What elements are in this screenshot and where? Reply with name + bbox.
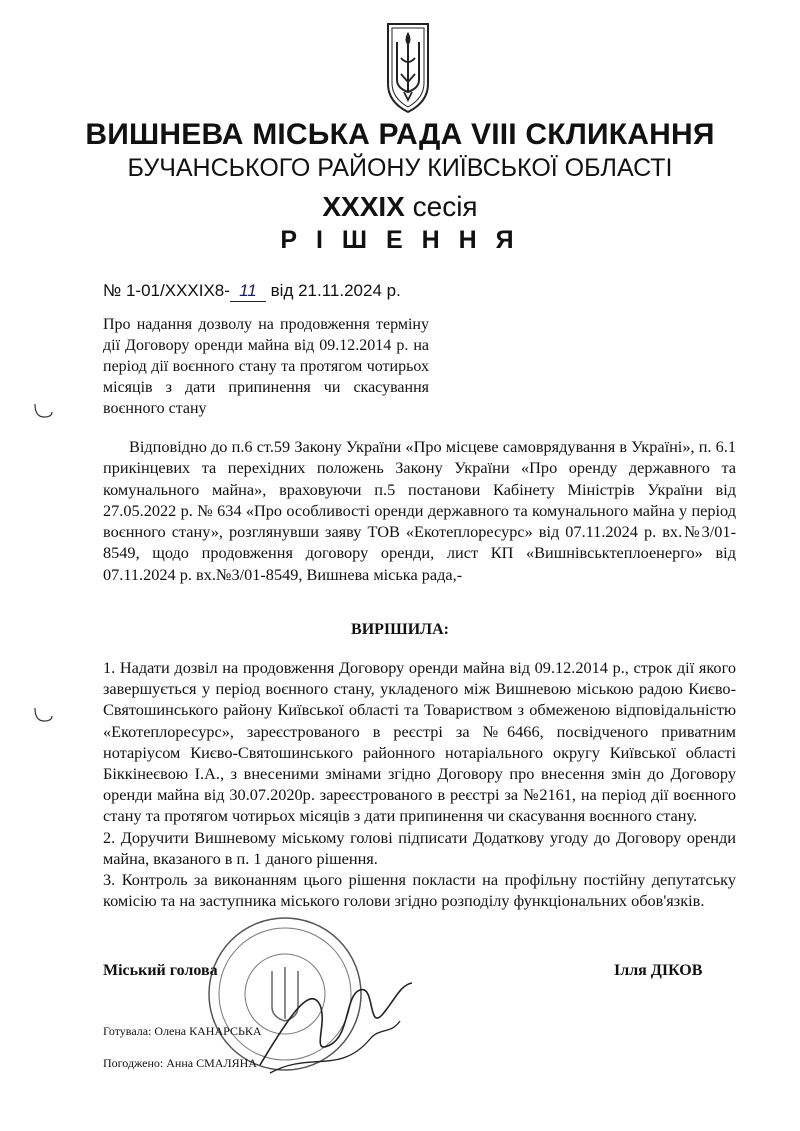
- decision-item: 1. Надати дозвіл на продовження Договору оренди майна від 09.12.2014 р., строк дії якого завершується у період воєнного стану, укладеного між Вишневою міською радою Києво-Святошинського району Київської області та Товариством з обмеженою відповідальністю «Екотеплоресурс», зареєстрованого в реєстрі за №6466, посвідченого приватним нотаріусом Києво-Святошинського районного нотаріального округу Київської області Біккінеєвою І.А., з внесеними змінами згідно Договору про внесення змін до Договору оренди майна від 30.07.2020р. зареєстрованого в реєстрі за №2161, на період дії воєнного стану та протягом чотирьох місяців з дати припинення чи скасування воєнного стану.: [103, 658, 736, 826]
- prepared-by: Готувала: Олена КАНАРСЬКА: [103, 1024, 262, 1038]
- agreed-by: Погоджено: Анна СМАЛЯНА: [103, 1056, 257, 1070]
- document-type: Р І Ш Е Н Н Я: [280, 226, 520, 254]
- session-number: XXXIX: [322, 191, 405, 222]
- punch-hole-icon: [32, 398, 54, 420]
- trident-emblem-icon: [384, 22, 432, 114]
- resolved-heading: ВИРІШИЛА:: [351, 621, 449, 638]
- signature-scribble-icon: [250, 955, 420, 1085]
- decision-items: [103, 657, 736, 911]
- decision-number: [103, 281, 401, 302]
- decision-date: від 21.11.2024 р.: [270, 281, 401, 300]
- council-name: ВИШНЕВА МІСЬКА РАДА VIII СКЛИКАННЯ: [85, 118, 715, 151]
- mayor-name: Ілля ДІКОВ: [614, 962, 703, 979]
- handwritten-number: 11: [230, 281, 266, 302]
- preamble-paragraph: Відповідно до п.6 ст.59 Закону України «Про місцеве самоврядування в Україні», п. 6.1 прикінцевих та перехідних положень Закону України «Про оренду державного та комунального майна», враховуючи п.5 постанови Кабінету Міністрів України від 27.05.2022 р. № 634 «Про особливості оренди державного та комунального майна у період воєнного стану», розглянувши заяву ТОВ «Екотеплоресурс» від 07.11.2024 р. вх.№3/01-8549, щодо продовження договору оренди, лист КП «Вишнівськтеплоенерго» від 07.11.2024 р. вх.№3/01-8549, Вишнева міська рада,-: [103, 437, 736, 584]
- decision-subject: Про надання дозволу на продовження терміну дії Договору оренди майна від 09.12.2014 р. на період дії воєнного стану та протягом чотирьох місяців з дати припинення чи скасування воєнного стану: [103, 316, 429, 417]
- number-prefix: № 1-01/XXXIX8-: [103, 281, 230, 300]
- session-word: сесія: [412, 191, 478, 222]
- decision-item: 3. Контроль за виконанням цього рішення покласти на профільну постійну депутатську комісію та на заступника міського голови згідно розподілу функціональних обов'язків.: [103, 870, 736, 911]
- punch-hole-icon: [32, 702, 54, 724]
- mayor-title: Міський голова: [103, 962, 218, 979]
- council-region: БУЧАНСЬКОГО РАЙОНУ КИЇВСЬКОЇ ОБЛАСТІ: [127, 154, 673, 182]
- decision-item: 2. Доручити Вишневому міському голові підписати Додаткову угоду до Договору оренди майна, вказаного в п. 1 даного рішення.: [103, 827, 736, 868]
- session-title: [0, 191, 800, 223]
